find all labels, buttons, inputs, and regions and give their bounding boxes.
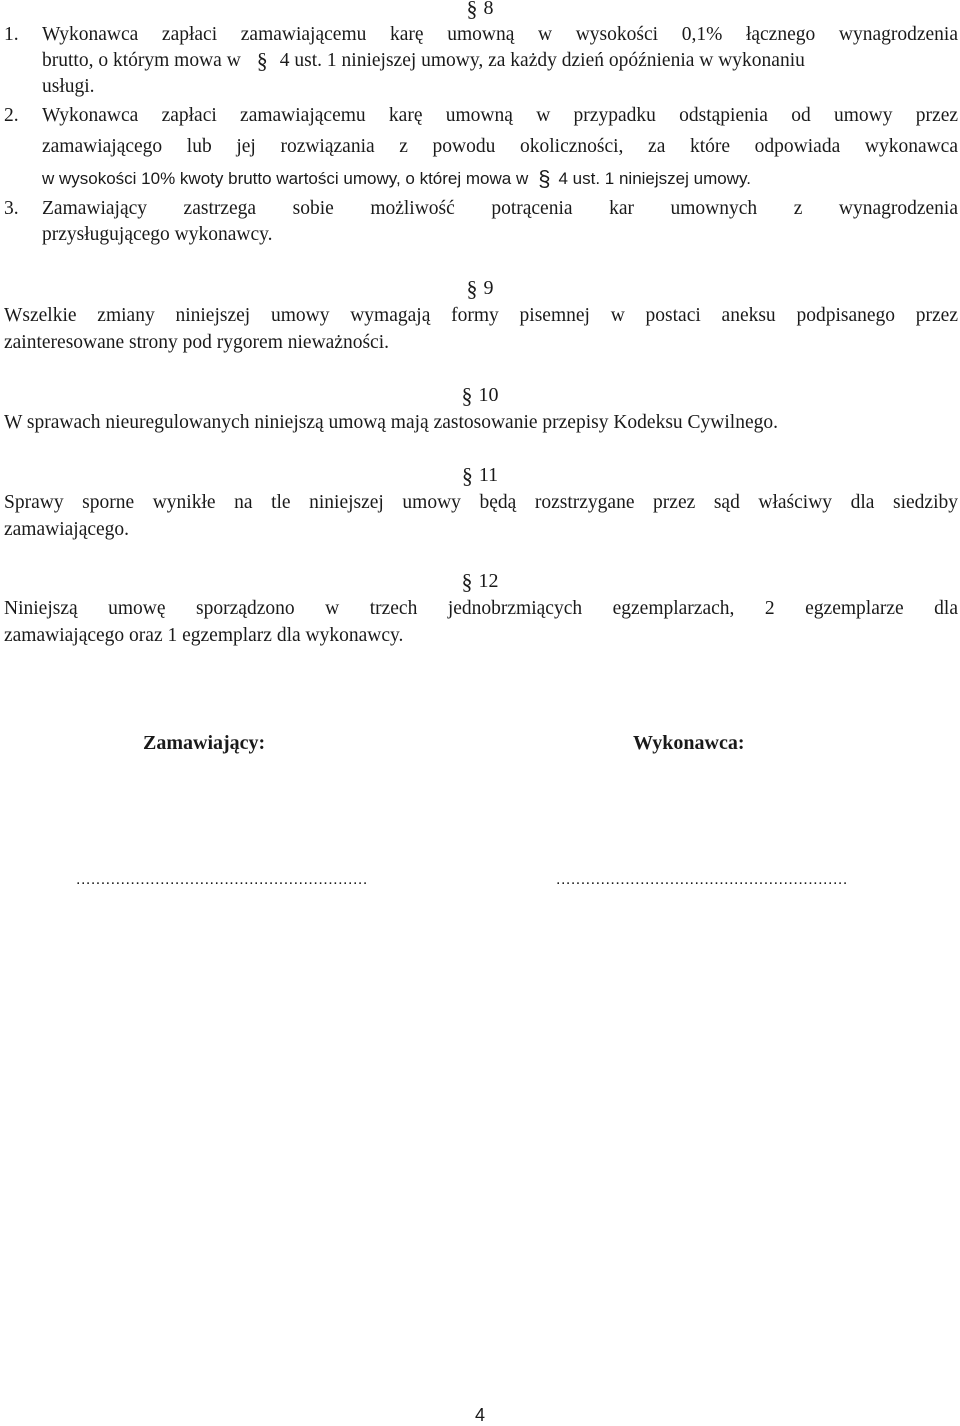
section-10-heading — [0, 383, 960, 407]
text-line: zamawiającego. — [4, 519, 130, 540]
text-line: zainteresowane strony pod rygorem nieważności. — [4, 332, 389, 353]
signature-label-zamawiajacy: Zamawiający: — [143, 732, 266, 754]
section-11-heading — [0, 463, 960, 487]
section-12-heading — [0, 569, 960, 593]
section-sign: § — [256, 48, 268, 73]
section-8-heading — [0, 0, 960, 20]
list-number: 2. — [4, 105, 19, 126]
text-line: Wykonawca zapłaci zamawiającemu karę umowną w przypadku odstąpienia od umowy przez — [42, 105, 958, 126]
list-number: 3. — [4, 198, 19, 219]
section-number: 10 — [478, 384, 499, 406]
signature-line-left: ........................................................... — [76, 871, 368, 888]
signature-label-wykonawca: Wykonawca: — [633, 732, 745, 754]
text-line: Niniejszą umowę sporządzono w trzech jednobrzmiących egzemplarzach, 2 egzemplarze dla — [4, 598, 958, 619]
text-line: brutto, o którym mowa w § 4 ust. 1 niniejszej umowy, za każdy dzień opóźnienia w wykonaniu — [42, 48, 805, 73]
section-number: 12 — [478, 570, 499, 592]
text-line: zamawiającego lub jej rozwiązania z powodu okoliczności, za które odpowiada wykonawca — [42, 136, 958, 157]
text-line: Wykonawca zapłaci zamawiającemu karę umowną w wysokości 0,1% łącznego wynagrodzenia — [42, 24, 958, 45]
page-number: 4 — [474, 1405, 485, 1425]
section-sign: § — [466, 0, 478, 21]
section-sign: § — [538, 166, 551, 191]
text-line: usługi. — [42, 76, 95, 97]
list-number: 1. — [4, 24, 19, 45]
section-sign: § — [461, 383, 473, 408]
text-line: przysługującego wykonawcy. — [42, 224, 273, 245]
section-number: 11 — [478, 464, 499, 486]
section-number: 8 — [483, 0, 494, 19]
text-line: w wysokości 10% kwoty brutto wartości umowy, o której mowa w § 4 ust. 1 niniejszej umowy. — [42, 166, 751, 191]
text-line: Wszelkie zmiany niniejszej umowy wymagają formy pisemnej w postaci aneksu podpisanego przez — [4, 305, 958, 326]
section-number: 9 — [483, 277, 494, 299]
text-line: Sprawy sporne wynikłe na tle niniejszej umowy będą rozstrzygane przez sąd właściwy dla siedziby — [4, 492, 958, 513]
signature-line-right: ........................................................... — [556, 871, 848, 888]
section-sign: § — [461, 463, 473, 488]
section-9-heading — [0, 276, 960, 300]
text-line: zamawiającego oraz 1 egzemplarz dla wykonawcy. — [4, 625, 404, 646]
text-line: W sprawach nieuregulowanych niniejszą umową mają zastosowanie przepisy Kodeksu Cywilnego. — [4, 412, 779, 433]
section-sign: § — [466, 276, 478, 301]
text-line: Zamawiający zastrzega sobie możliwość potrącenia kar umownych z wynagrodzenia — [42, 198, 958, 219]
section-sign: § — [461, 569, 473, 594]
